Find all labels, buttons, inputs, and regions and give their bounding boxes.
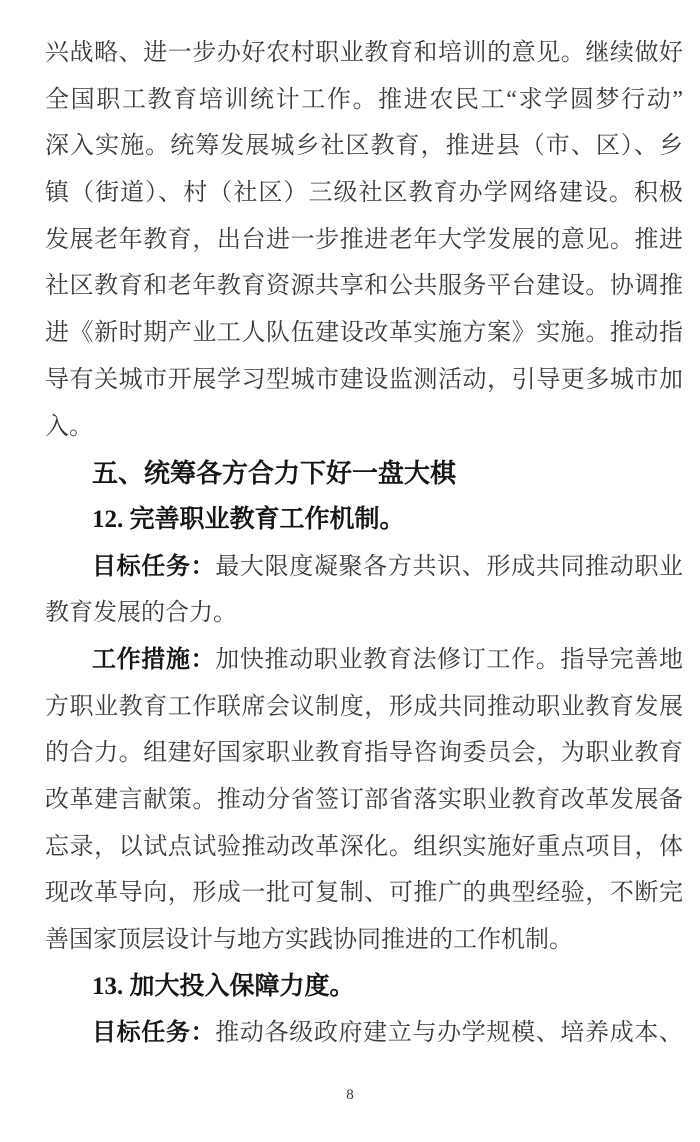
text-run: 加快推动职业教育法修订工作。指导完善地 — [215, 646, 683, 673]
text-line — [45, 544, 683, 591]
label-work-measures: 工作措施： — [92, 645, 216, 673]
text-line: 发展老年教育，出台进一步推进老年大学发展的意见。推进 — [45, 226, 683, 253]
document-content — [45, 30, 683, 1057]
text-line: 兴战略、进一步办好农村职业教育和培训的意见。继续做好 — [45, 40, 683, 66]
text-run: 推动各级政府建立与办学规模、培养成本、 — [215, 1020, 683, 1047]
text-line: 全国职工教育培训统计工作。推进农民工“求学圆梦行动” — [45, 86, 683, 113]
item-heading-12: 12. 完善职业教育工作机制。 — [92, 505, 405, 533]
text-line: 善国家顶层设计与地方实践协同推进的工作机制。 — [45, 927, 573, 954]
text-line: 进《新时期产业工人队伍建设改革实施方案》实施。推动指 — [45, 320, 683, 347]
text-line: 方职业教育工作联席会议制度，形成共同推动职业教育发展 — [45, 693, 683, 720]
text-line: 改革建言献策。推动分省签订部省落实职业教育改革发展备 — [45, 787, 683, 813]
label-target-task: 目标任务： — [92, 552, 216, 580]
text-line: 导有关城市开展学习型城市建设监测活动，引导更多城市加 — [45, 366, 683, 393]
text-run: 最大限度凝聚各方共识、形成共同推动职业 — [215, 553, 683, 580]
text-line: 教育发展的合力。 — [45, 600, 237, 627]
text-line — [45, 1010, 683, 1057]
page-number: 8 — [346, 1087, 354, 1103]
label-target-task: 目标任务： — [92, 1019, 216, 1047]
text-line: 社区教育和老年教育资源共享和公共服务平台建设。协调推 — [45, 273, 683, 300]
item-heading-13: 13. 加大投入保障力度。 — [92, 972, 355, 1000]
text-line: 深入实施。统筹发展城乡社区教育，推进县（市、区）、乡 — [45, 133, 683, 160]
text-line: 入。 — [45, 413, 93, 440]
text-line: 忘录，以试点试验推动改革深化。组织实施好重点项目，体 — [45, 833, 683, 860]
text-line: 的合力。组建好国家职业教育指导咨询委员会，为职业教育 — [45, 740, 683, 767]
text-line — [45, 637, 683, 684]
text-line: 现改革导向，形成一批可复制、可推广的典型经验，不断完 — [45, 880, 683, 907]
section-heading-5: 五、统筹各方合力下好一盘大棋 — [92, 458, 457, 489]
text-line: 镇（街道）、村（社区）三级社区教育办学网络建设。积极 — [45, 180, 683, 207]
